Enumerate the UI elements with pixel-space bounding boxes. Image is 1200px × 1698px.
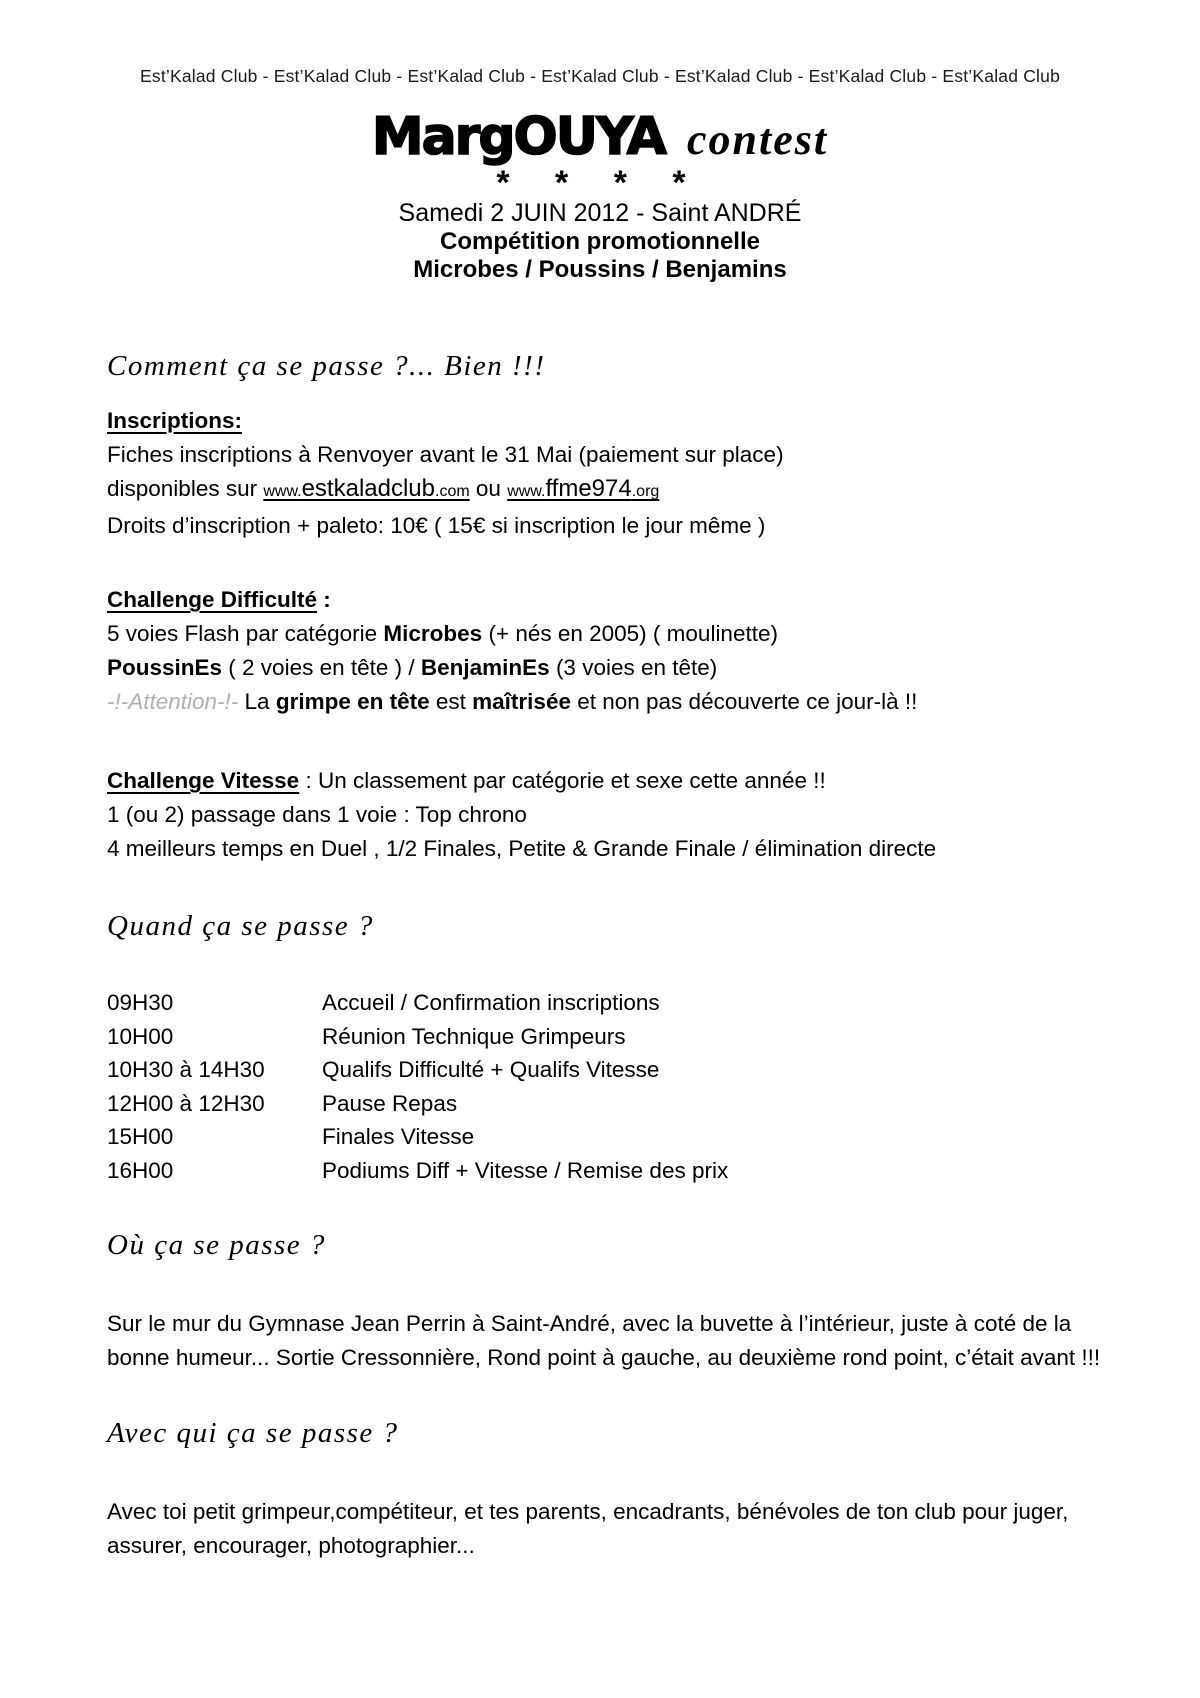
challenge-vitesse-section (107, 764, 1107, 866)
vitesse-line3: 4 meilleurs temps en Duel , 1/2 Finales, Petite & Grande Finale / élimination directe (107, 836, 937, 861)
difficulte-line1-c: (+ nés en 2005) ( moulinette) (482, 621, 778, 646)
inscriptions-line1: Fiches inscriptions à Renvoyer avant le 31 Mai (paiement sur place) (107, 442, 784, 467)
section-heading-who: Avec qui ça se passe ? (107, 1417, 399, 1449)
schedule-activity: Réunion Technique Grimpeurs (322, 1023, 626, 1049)
difficulte-line2 (107, 651, 1107, 685)
link-estkaladclub[interactable] (263, 476, 469, 501)
schedule-row (107, 1154, 1107, 1188)
link-ffme974-domain: ffme974 (545, 475, 632, 502)
event-title-main: MargOUYA (371, 107, 665, 167)
schedule-activity: Podiums Diff + Vitesse / Remise des prix (322, 1157, 729, 1183)
link-ffme974-tld: .org (631, 483, 660, 500)
link-ffme974[interactable] (507, 476, 659, 501)
section-heading-how: Comment ça se passe ?... Bien !!! (107, 350, 546, 382)
schedule-time: 09H30 (107, 990, 174, 1015)
event-title-script: contest (687, 115, 829, 164)
inscriptions-title-line (107, 404, 1107, 438)
link-estkaladclub-domain: estkaladclub (301, 475, 435, 502)
attention-a: La (238, 689, 276, 714)
difficulte-line2-b: ( 2 voies en tête ) / (222, 655, 421, 680)
difficulte-line2-benjamines: BenjaminEs (420, 655, 550, 680)
schedule-time: 15H00 (107, 1124, 174, 1149)
attention-grimpe: grimpe en tête (275, 689, 430, 714)
challenge-difficulte-section (107, 583, 1107, 719)
challenge-difficulte-title: Challenge Difficulté (107, 587, 318, 612)
difficulte-line1-a: 5 voies Flash par catégorie (107, 621, 384, 646)
schedule-activity: Qualifs Difficulté + Qualifs Vitesse (322, 1057, 660, 1082)
inscriptions-section (107, 404, 1107, 543)
challenge-vitesse-rest: : Un classement par catégorie et sexe cette année !! (299, 768, 826, 793)
event-date-location: Samedi 2 JUIN 2012 - Saint ANDRÉ (398, 199, 802, 227)
challenge-vitesse-title: Challenge Vitesse (107, 768, 300, 793)
schedule-activity: Finales Vitesse (322, 1124, 475, 1149)
schedule-row (107, 1120, 1107, 1154)
where-paragraph: Sur le mur du Gymnase Jean Perrin à Saint-André, avec la buvette à l’intérieur, juste à coté de la bonne humeur... Sortie Cressonnière, Rond point à gauche, au deuxième rond point, c’était avant !!! (107, 1311, 1101, 1370)
schedule-activity: Accueil / Confirmation inscriptions (322, 990, 660, 1015)
who-paragraph: Avec toi petit grimpeur,compétiteur, et tes parents, encadrants, bénévoles de ton club pour juger, assurer, encourager, photographier... (107, 1499, 1069, 1558)
schedule-time: 16H00 (107, 1157, 174, 1183)
schedule-activity: Pause Repas (322, 1090, 458, 1116)
difficulte-line1-microbes: Microbes (383, 621, 483, 646)
challenge-difficulte-title-line (107, 583, 1107, 617)
challenge-difficulte-colon: : (317, 587, 331, 612)
inscriptions-line2-prefix: disponibles sur (107, 476, 264, 501)
link-ffme974-www: www. (507, 483, 546, 500)
stars-decoration: * * * * (496, 164, 704, 202)
attention-e: et non pas découverte ce jour-là !! (570, 689, 918, 714)
schedule-list (107, 986, 1107, 1187)
challenge-vitesse-title-line (107, 764, 1107, 798)
schedule-row (107, 1087, 1107, 1121)
difficulte-line1 (107, 617, 1107, 651)
flyer-content (107, 348, 1107, 1563)
section-heading-where: Où ça se passe ? (107, 1229, 326, 1261)
inscriptions-line2-ou: ou (469, 476, 508, 501)
schedule-time: 10H00 (107, 1023, 174, 1049)
inscriptions-line3: Droits d’inscription + paleto: 10€ ( 15€ si inscription le jour même ) (107, 513, 766, 538)
club-banner: Est’Kalad Club - Est’Kalad Club - Est’Kalad Club - Est’Kalad Club - Est’Kalad Club - Est’Kalad Club - Est’Kalad Club (140, 66, 1060, 86)
event-categories: Microbes / Poussins / Benjamins (413, 256, 787, 283)
schedule-time: 12H00 à 12H30 (107, 1090, 265, 1116)
schedule-time: 10H30 à 14H30 (107, 1057, 265, 1082)
inscriptions-title: Inscriptions: (107, 408, 243, 433)
link-estkaladclub-tld: .com (435, 483, 470, 500)
difficulte-line2-d: (3 voies en tête) (549, 655, 718, 680)
attention-maitrisee: maîtrisée (472, 689, 571, 714)
attention-tag: -!-Attention-!- (107, 689, 239, 714)
difficulte-line2-poussines: PoussinEs (107, 655, 223, 680)
inscriptions-line2 (107, 472, 1107, 509)
attention-c: est (429, 689, 473, 714)
schedule-row (107, 986, 1107, 1020)
schedule-row (107, 1053, 1107, 1087)
section-heading-when: Quand ça se passe ? (107, 910, 374, 942)
link-estkaladclub-www: www. (263, 483, 302, 500)
attention-line (107, 685, 1107, 719)
event-subtitle: Compétition promotionnelle (440, 228, 760, 255)
schedule-row (107, 1020, 1107, 1054)
vitesse-line2: 1 (ou 2) passage dans 1 voie : Top chrono (107, 802, 527, 827)
